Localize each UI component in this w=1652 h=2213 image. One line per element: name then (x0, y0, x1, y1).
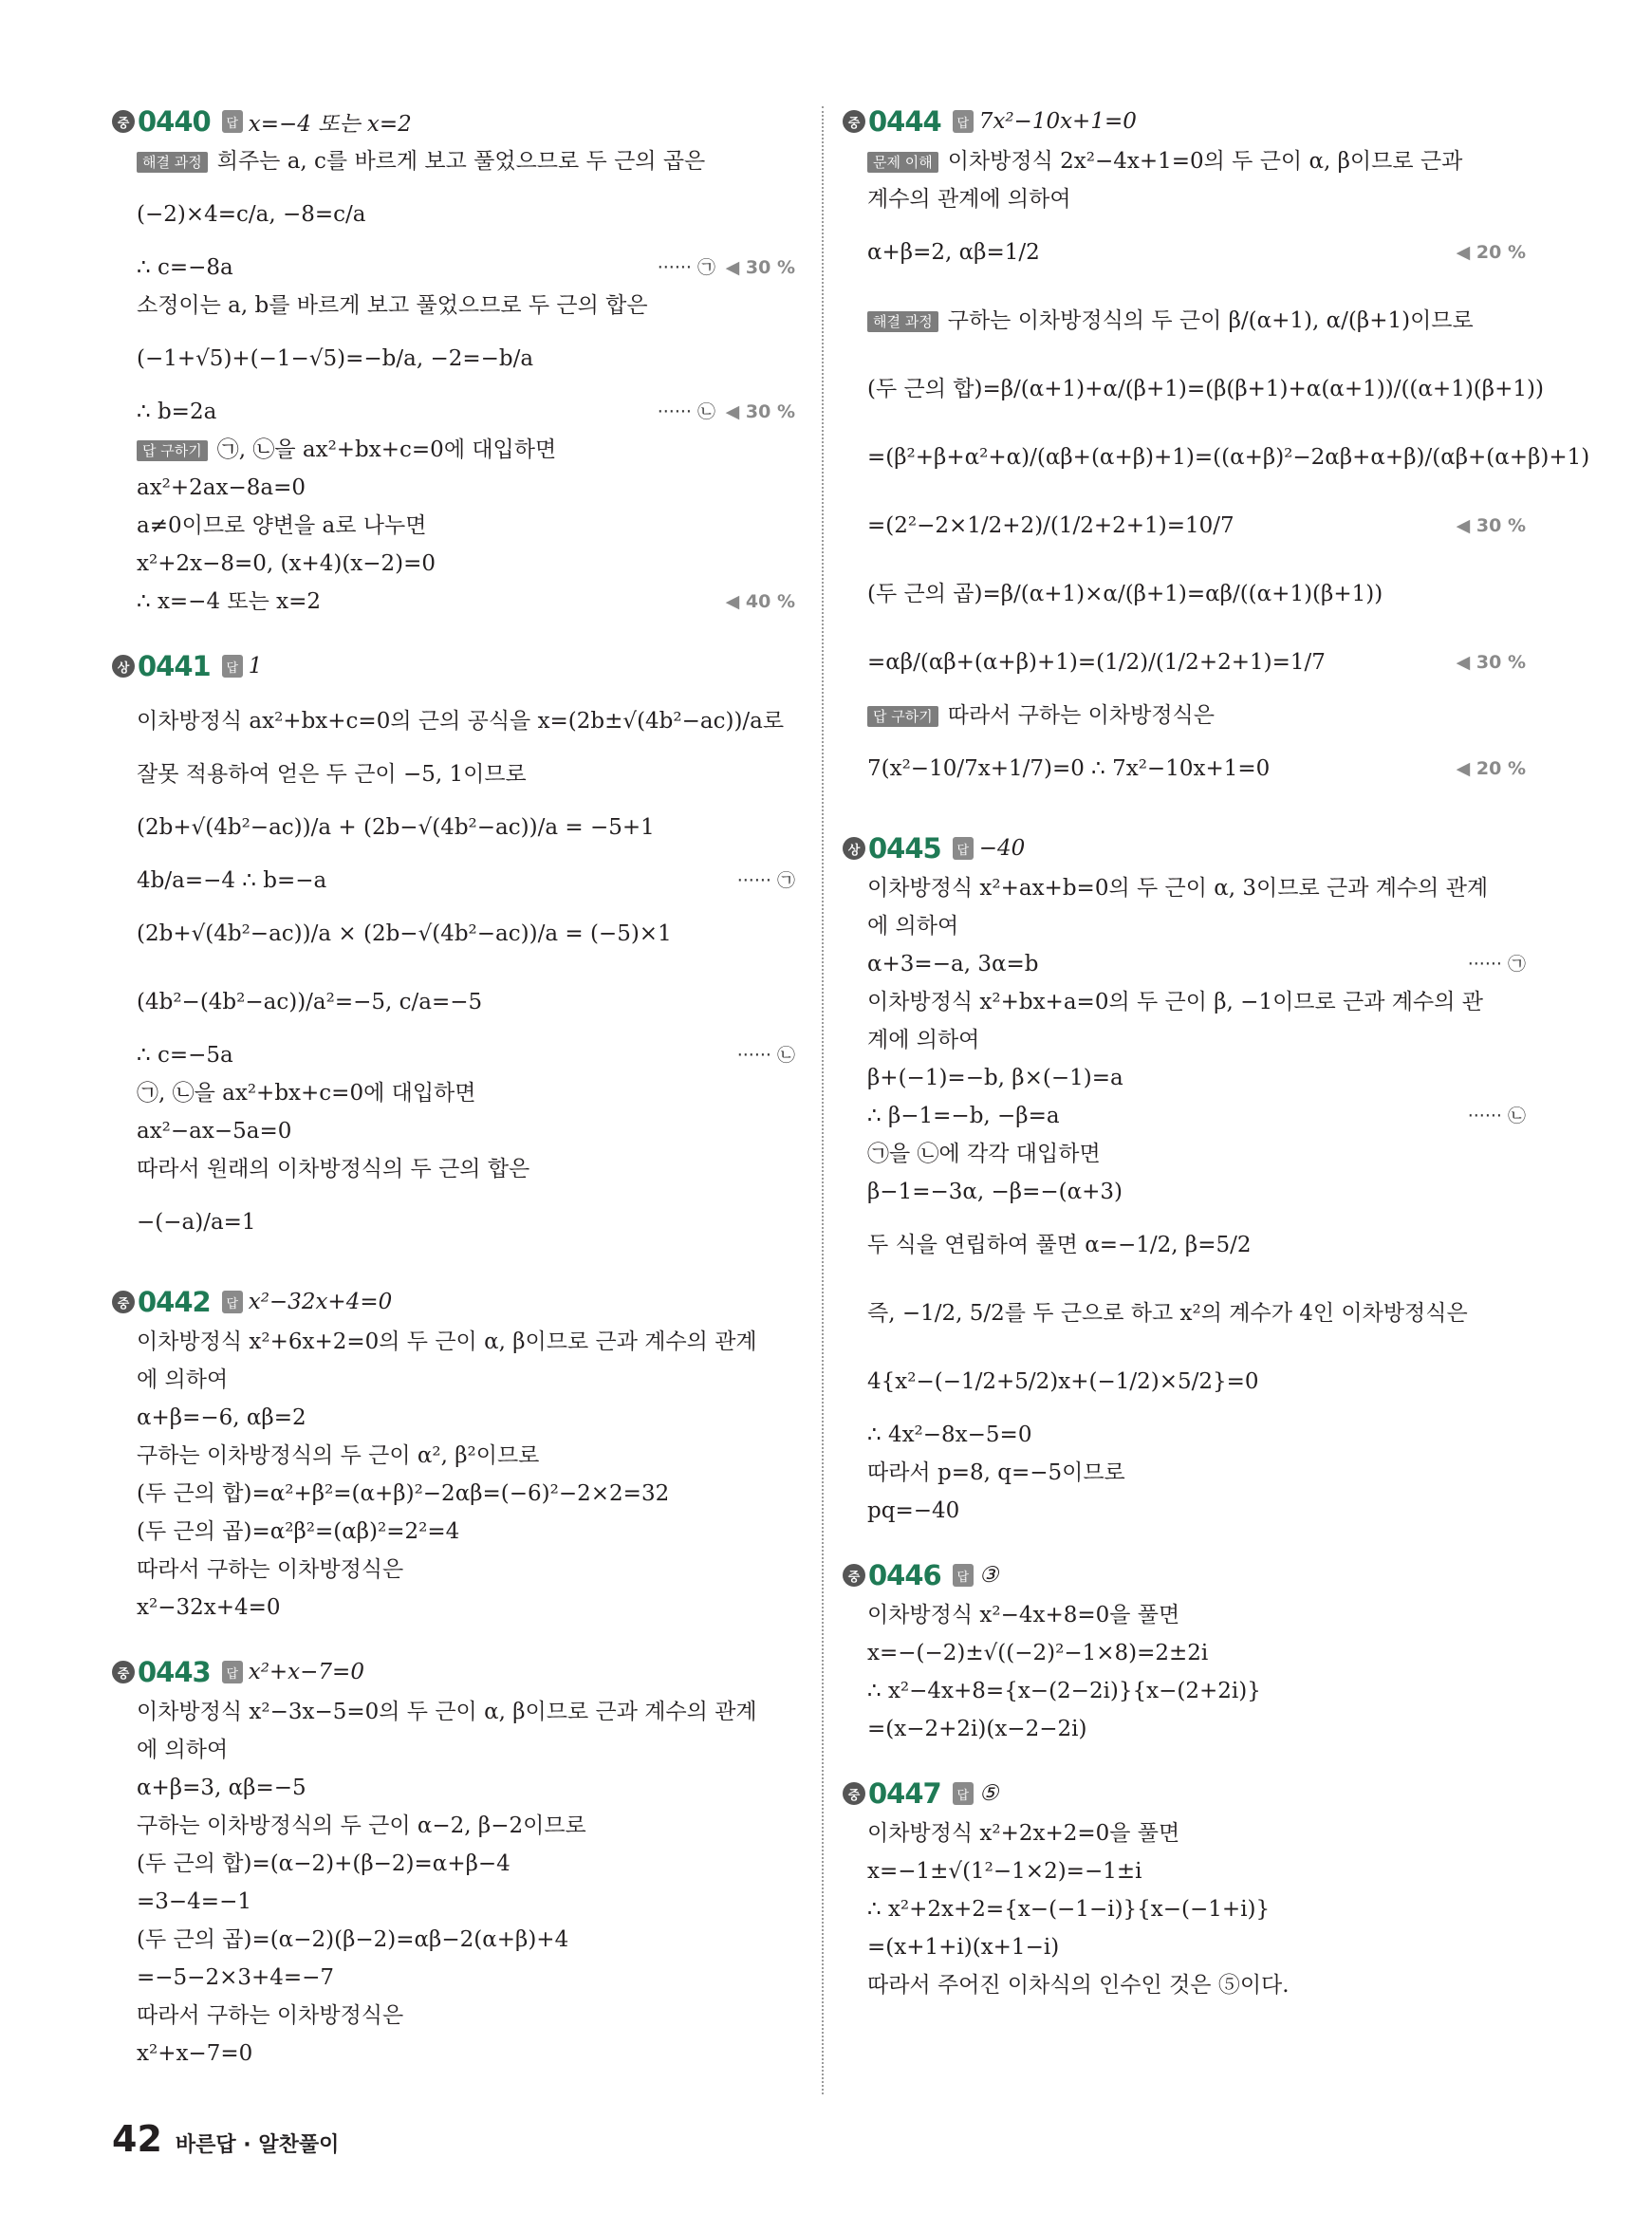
solution-text: 이차방정식 x²+bx+a=0의 두 근이 β, −1이므로 근과 계수의 관 (867, 990, 1483, 1014)
solution-text: α+3=−a, 3α=b (867, 952, 1039, 976)
solution-text-wrap (137, 1323, 795, 1361)
solution-text: 따라서 구하는 이차방정식은 (137, 1557, 404, 1582)
solution-line (112, 1807, 795, 1845)
solution-text: ax²−ax−5a=0 (137, 1119, 292, 1144)
solution-text-wrap (137, 1112, 795, 1150)
solution-text: 따라서 구하는 이차방정식은 (947, 703, 1215, 728)
solution-line (843, 1672, 1526, 1710)
problem-number: 0444 (868, 105, 941, 138)
solution-line (843, 1211, 1526, 1279)
difficulty-badge: 중 (112, 110, 135, 133)
solution-text: pq=−40 (867, 1498, 960, 1523)
solution-line (843, 1097, 1526, 1135)
problem-number: 0440 (138, 105, 211, 138)
solution-text-wrap (137, 755, 795, 793)
solution-line (843, 1634, 1526, 1672)
solution-text: 따라서 원래의 이차방정식의 두 근의 합은 (137, 1157, 530, 1181)
problem-number: 0443 (138, 1656, 211, 1688)
solution-line (112, 1693, 795, 1731)
equation-marker: ······ ㉡ (657, 401, 715, 422)
solution-text-wrap (137, 431, 795, 469)
problem-block (112, 647, 795, 1256)
solution-text: (−2)×4=c/a, −8=c/a (137, 202, 366, 227)
solution-text-wrap (137, 1399, 795, 1437)
solution-text: (두 근의 합)=β/(α+1)+α/(β+1)=(β(β+1)+α(α+1))/((α+1)(β+1)) (867, 377, 1544, 401)
problem-block (843, 1556, 1526, 1748)
score-ratio: ◀ 20 % (1456, 242, 1526, 263)
solution-line (112, 1845, 795, 1883)
solution-line (843, 1059, 1526, 1097)
problem-number: 0445 (868, 832, 941, 865)
solution-line (843, 1416, 1526, 1454)
solution-line (843, 1492, 1526, 1530)
solution-text-wrap (137, 142, 795, 180)
solution-text-wrap (137, 1731, 795, 1769)
solution-text: 구하는 이차방정식의 두 근이 α−2, β−2이므로 (137, 1813, 586, 1838)
solution-text-wrap (137, 469, 795, 507)
solution-text-wrap (137, 1437, 795, 1475)
solution-text: ㉠을 ㉡에 각각 대입하면 (867, 1142, 1101, 1166)
solution-text-wrap (867, 1492, 1526, 1530)
solution-text-wrap (867, 1059, 1526, 1097)
answer-icon: 답 (222, 1291, 243, 1313)
page-number: 42 (112, 2118, 162, 2160)
solution-line (112, 507, 795, 545)
solution-text-wrap (867, 697, 1526, 735)
problem-block (843, 102, 1590, 803)
book-title: 바른답 · 알찬풀이 (175, 2133, 340, 2157)
solution-text: =−5−2×3+4=−7 (137, 1965, 335, 1990)
solution-line (112, 1399, 795, 1437)
solution-line (112, 1112, 795, 1150)
equation-marker: ······ ㉡ (1467, 1106, 1526, 1126)
solution-text-wrap (867, 302, 1526, 340)
solution-text-wrap (867, 1097, 1458, 1135)
solution-text: ㉠, ㉡을 ax²+bx+c=0에 대입하면 (216, 437, 557, 462)
solution-text-wrap (137, 507, 795, 545)
solution-text: (두 근의 곱)=β/(α+1)×α/(β+1)=αβ/((α+1)(β+1)) (867, 582, 1383, 606)
solution-line (112, 1150, 795, 1188)
solution-line (843, 1710, 1526, 1748)
equation-marker: ······ ㉡ (736, 1045, 795, 1066)
solution-text-wrap (137, 1513, 795, 1551)
solution-text: 희주는 a, c를 바르게 보고 풀었으므로 두 근의 곱은 (216, 149, 706, 174)
solution-line (843, 218, 1526, 287)
problem-number: 0447 (868, 1777, 941, 1810)
problem-header (112, 1653, 795, 1691)
solution-line (112, 1883, 795, 1921)
problem-header (843, 1556, 1526, 1594)
step-tag: 해결 과정 (867, 311, 938, 332)
solution-line (843, 697, 1526, 735)
solution-line (843, 1596, 1526, 1634)
difficulty-badge: 상 (843, 837, 865, 860)
solution-text-wrap (867, 142, 1526, 180)
difficulty-badge: 중 (843, 1782, 865, 1805)
solution-text: =(x+1+i)(x+1−i) (867, 1935, 1060, 1960)
solution-line (843, 287, 1526, 355)
solution-line (112, 1921, 795, 1959)
score-ratio: ◀ 30 % (725, 257, 795, 278)
difficulty-badge: 중 (112, 1291, 135, 1313)
solution-text: (두 근의 곱)=(α−2)(β−2)=αβ−2(α+β)+4 (137, 1927, 569, 1952)
problem-number: 0442 (138, 1286, 211, 1318)
equation-marker: ······ ㉠ (736, 870, 795, 891)
solution-text: x²+x−7=0 (137, 2041, 253, 2066)
solution-text-wrap (867, 1672, 1526, 1710)
solution-line (843, 983, 1526, 1021)
solution-text: α+β=−6, αβ=2 (137, 1405, 306, 1430)
solution-text: x=−(−2)±√((−2)²−1×8)=2±2i (867, 1641, 1209, 1665)
solution-text: 4{x²−(−1/2+5/2)x+(−1/2)×5/2}=0 (867, 1369, 1259, 1394)
solution-text: α+β=2, αβ=1/2 (867, 240, 1040, 265)
solution-text-wrap (867, 1294, 1526, 1332)
solution-text-wrap (137, 983, 795, 1021)
solution-line (112, 1589, 795, 1627)
solution-text: (−1+√5)+(−1−√5)=−b/a, −2=−b/a (137, 346, 534, 371)
solution-text-wrap (137, 1769, 795, 1807)
solution-line (843, 1852, 1526, 1890)
solution-text: (2b+√(4b²−ac))/a × (2b−√(4b²−ac))/a = (−5)×1 (137, 921, 672, 946)
solution-text-wrap (137, 1203, 795, 1241)
problem-block (843, 1775, 1526, 2004)
solution-text: =αβ/(αβ+(α+β)+1)=(1/2)/(1/2+2+1)=1/7 (867, 650, 1326, 675)
solution-line (112, 1551, 795, 1589)
solution-line (112, 1475, 795, 1513)
solution-line (112, 1036, 795, 1074)
solution-text-wrap (867, 1966, 1526, 2004)
solution-text-wrap (137, 1589, 795, 1627)
solution-text: 에 의하여 (137, 1738, 229, 1762)
solution-text-wrap (137, 862, 728, 900)
solution-line (843, 628, 1526, 697)
solution-line (112, 793, 795, 862)
score-ratio: ◀ 20 % (1456, 758, 1526, 779)
solution-text: −(−a)/a=1 (137, 1210, 256, 1235)
solution-text-wrap (867, 1852, 1526, 1890)
problem-number: 0446 (868, 1559, 941, 1591)
answer-icon: 답 (953, 1564, 974, 1587)
score-ratio: ◀ 40 % (725, 591, 795, 612)
score-ratio: ◀ 30 % (1456, 652, 1526, 673)
solution-text: 즉, −1/2, 5/2를 두 근으로 하고 x²의 계수가 4인 이차방정식은 (867, 1301, 1468, 1326)
solution-line (112, 431, 795, 469)
solution-text: 소정이는 a, b를 바르게 보고 풀었으므로 두 근의 합은 (137, 293, 648, 318)
solution-text-wrap (137, 1036, 728, 1074)
solution-text-wrap (137, 249, 648, 287)
problem-header (843, 1775, 1526, 1813)
solution-text: 이차방정식 x²+ax+b=0의 두 근이 α, 3이므로 근과 계수의 관계 (867, 876, 1489, 901)
solution-line (843, 560, 1526, 628)
solution-text-wrap (867, 1173, 1526, 1211)
solution-text: (2b+√(4b²−ac))/a + (2b−√(4b²−ac))/a = −5+1 (137, 815, 655, 840)
step-tag: 답 구하기 (867, 706, 938, 727)
solution-text: x²−32x+4=0 (137, 1595, 281, 1620)
solution-text-wrap (137, 702, 795, 740)
solution-text: =(2²−2×1/2+2)/(1/2+2+1)=10/7 (867, 513, 1234, 538)
solution-text: (두 근의 합)=α²+β²=(α+β)²−2αβ=(−6)²−2×2=32 (137, 1481, 670, 1506)
step-tag: 문제 이해 (867, 152, 938, 173)
solution-text: 이차방정식 ax²+bx+c=0의 근의 공식을 x=(2b±√(4b²−ac))/a로 (137, 709, 785, 734)
solution-text-wrap (137, 1883, 795, 1921)
solution-line (112, 968, 795, 1036)
problem-block (112, 1653, 795, 2073)
solution-line (843, 1814, 1526, 1852)
solution-line (112, 862, 795, 900)
solution-text: ∴ c=−8a (137, 255, 233, 280)
solution-text-wrap (867, 233, 1446, 271)
solution-line (112, 325, 795, 393)
solution-text: 계수의 관계에 의하여 (867, 187, 1071, 212)
solution-text-wrap (867, 1363, 1526, 1401)
problem-header (112, 647, 795, 685)
solution-text-wrap (867, 1634, 1526, 1672)
problem-header (843, 102, 1526, 140)
difficulty-badge: 중 (843, 1564, 865, 1587)
answer-value: 1 (248, 654, 263, 679)
solution-text: β+(−1)=−b, β×(−1)=a (867, 1066, 1123, 1090)
column-divider (822, 106, 824, 2094)
solution-line (112, 545, 795, 583)
answer-icon: 답 (222, 655, 243, 678)
solution-text-wrap (867, 438, 1589, 476)
solution-line (843, 423, 1590, 492)
solution-text-wrap (867, 180, 1526, 218)
solution-text: ∴ x²−4x+8={x−(2−2i)}{x−(2+2i)} (867, 1679, 1261, 1703)
solution-text-wrap (137, 1074, 795, 1112)
answer-value: x=−4 또는 x=2 (248, 111, 412, 137)
solution-line (843, 1279, 1526, 1348)
answer-icon: 답 (953, 110, 974, 133)
problem-block (112, 102, 795, 621)
solution-text: 계에 의하여 (867, 1028, 980, 1052)
solution-text-wrap (867, 507, 1446, 545)
solution-line (843, 1928, 1526, 1966)
solution-text: 에 의하여 (867, 914, 959, 939)
solution-text: ∴ x=−4 또는 x=2 (137, 589, 322, 614)
solution-text: 4b/a=−4 ∴ b=−a (137, 868, 327, 893)
solution-line (112, 249, 795, 287)
solution-line (112, 1769, 795, 1807)
solution-line (843, 735, 1526, 803)
solution-line (843, 1173, 1526, 1211)
solution-line (112, 1074, 795, 1112)
solution-text-wrap (867, 1135, 1526, 1173)
solution-line (843, 907, 1526, 945)
solution-line (112, 755, 795, 793)
solution-text: (두 근의 합)=(α−2)+(β−2)=α+β−4 (137, 1851, 510, 1876)
answer-icon: 답 (222, 110, 243, 133)
solution-line (112, 900, 795, 968)
solution-text-wrap (867, 1596, 1526, 1634)
solution-text-wrap (867, 575, 1526, 613)
solution-text: ∴ c=−5a (137, 1043, 233, 1068)
solution-line (843, 945, 1526, 983)
solution-line (112, 1188, 795, 1256)
solution-line (843, 1135, 1526, 1173)
solution-text-wrap (137, 1997, 795, 2035)
solution-text-wrap (137, 1475, 795, 1513)
solution-text-wrap (867, 1928, 1526, 1966)
solution-text: =(β²+β+α²+α)/(αβ+(α+β)+1)=((α+β)²−2αβ+α+β)/(αβ+(α+β)+1) (867, 445, 1590, 470)
difficulty-badge: 중 (843, 110, 865, 133)
difficulty-badge: 상 (112, 655, 135, 678)
solution-text-wrap (137, 809, 795, 846)
solution-text-wrap (137, 545, 795, 583)
solution-text-wrap (137, 1693, 795, 1731)
solution-line (843, 180, 1526, 218)
solution-text-wrap (137, 1921, 795, 1959)
solution-text-wrap (137, 1150, 795, 1188)
solution-text: (두 근의 곱)=α²β²=(αβ)²=2²=4 (137, 1519, 460, 1544)
solution-line (112, 1361, 795, 1399)
solution-text: 에 의하여 (137, 1367, 229, 1392)
answer-value: ③ (978, 1563, 999, 1588)
equation-marker: ······ ㉠ (657, 257, 715, 278)
solution-text: 이차방정식 x²+2x+2=0을 풀면 (867, 1821, 1180, 1846)
right-column (843, 102, 1590, 2031)
solution-line (112, 180, 795, 249)
solution-line (843, 1966, 1526, 2004)
solution-text-wrap (867, 1710, 1526, 1748)
solution-text: 이차방정식 x²+6x+2=0의 두 근이 α, β이므로 근과 계수의 관계 (137, 1330, 757, 1354)
solution-text: 이차방정식 x²−3x−5=0의 두 근이 α, β이므로 근과 계수의 관계 (137, 1700, 757, 1724)
solution-text-wrap (867, 1226, 1526, 1264)
solution-text-wrap (867, 643, 1446, 681)
problem-number: 0441 (138, 650, 211, 682)
solution-text: 따라서 p=8, q=−5이므로 (867, 1460, 1125, 1485)
solution-text-wrap (137, 1845, 795, 1883)
solution-text-wrap (137, 583, 715, 621)
solution-line (843, 492, 1526, 560)
solution-text: ∴ β−1=−b, −β=a (867, 1104, 1060, 1128)
solution-line (112, 393, 795, 431)
solution-text: 구하는 이차방정식의 두 근이 β/(α+1), α/(β+1)이므로 (947, 308, 1474, 333)
solution-text-wrap (137, 1959, 795, 1997)
answer-icon: 답 (953, 1782, 974, 1805)
solution-text: 따라서 구하는 이차방정식은 (137, 2003, 404, 2028)
solution-line (112, 1731, 795, 1769)
solution-line (843, 1890, 1526, 1928)
solution-line (112, 2035, 795, 2073)
solution-text: α+β=3, αβ=−5 (137, 1776, 306, 1800)
solution-text: =(x−2+2i)(x−2−2i) (867, 1717, 1087, 1741)
solution-text-wrap (137, 1807, 795, 1845)
solution-text-wrap (137, 287, 795, 325)
solution-line (843, 355, 1544, 423)
solution-text-wrap (137, 393, 648, 431)
solution-line (843, 1021, 1526, 1059)
solution-text: ∴ 4x²−8x−5=0 (867, 1423, 1032, 1447)
answer-value: x²+x−7=0 (248, 1660, 364, 1684)
solution-line (843, 1348, 1526, 1416)
solution-line (112, 142, 795, 180)
problem-block (843, 829, 1526, 1530)
solution-text-wrap (867, 1454, 1526, 1492)
solution-text-wrap (867, 869, 1526, 907)
solution-text: 이차방정식 x²−4x+8=0을 풀면 (867, 1603, 1180, 1627)
problem-header (112, 102, 795, 140)
solution-text-wrap (867, 1021, 1526, 1059)
solution-text: ∴ b=2a (137, 400, 217, 424)
solution-text: 두 식을 연립하여 풀면 α=−1/2, β=5/2 (867, 1233, 1252, 1257)
solution-text: =3−4=−1 (137, 1889, 251, 1914)
solution-text-wrap (867, 945, 1458, 983)
solution-line (112, 583, 795, 621)
equation-marker: ······ ㉠ (1467, 954, 1526, 975)
solution-text: x²+2x−8=0, (x+4)(x−2)=0 (137, 551, 436, 576)
solution-line (112, 1437, 795, 1475)
solution-line (112, 469, 795, 507)
solution-line (843, 869, 1526, 907)
solution-text-wrap (867, 750, 1446, 788)
solution-line (112, 1997, 795, 2035)
solution-text: 따라서 주어진 이차식의 인수인 것은 ⑤이다. (867, 1973, 1290, 1998)
answer-value: ⑤ (978, 1781, 999, 1806)
problem-header (112, 1283, 795, 1321)
solution-text-wrap (867, 1416, 1526, 1454)
solution-text-wrap (137, 1361, 795, 1399)
problem-block (112, 1283, 795, 1627)
problem-header (843, 829, 1526, 867)
solution-line (112, 1323, 795, 1361)
solution-text: ㉠, ㉡을 ax²+bx+c=0에 대입하면 (137, 1081, 476, 1106)
score-ratio: ◀ 30 % (725, 401, 795, 422)
solution-text-wrap (137, 1551, 795, 1589)
solution-text-wrap (867, 907, 1526, 945)
solution-line (843, 1454, 1526, 1492)
step-tag: 해결 과정 (137, 152, 208, 173)
solution-line (112, 287, 795, 325)
solution-text: 잘못 적용하여 얻은 두 근이 −5, 1이므로 (137, 762, 527, 787)
solution-text: 7(x²−10/7x+1/7)=0 ∴ 7x²−10x+1=0 (867, 756, 1271, 781)
solution-text: ∴ x²+2x+2={x−(−1−i)}{x−(−1+i)} (867, 1897, 1271, 1922)
answer-icon: 답 (222, 1661, 243, 1683)
solution-text-wrap (867, 1890, 1526, 1928)
solution-text: ax²+2ax−8a=0 (137, 475, 306, 500)
solution-text: a≠0이므로 양변을 a로 나누면 (137, 513, 427, 538)
solution-text: β−1=−3α, −β=−(α+3) (867, 1180, 1123, 1204)
answer-value: 7x²−10x+1=0 (978, 109, 1137, 134)
solution-text-wrap (137, 340, 795, 378)
left-column (112, 102, 795, 2099)
solution-text-wrap (137, 915, 795, 953)
solution-text-wrap (867, 370, 1544, 408)
solution-text-wrap (867, 1814, 1526, 1852)
solution-text-wrap (137, 195, 795, 233)
step-tag: 답 구하기 (137, 440, 208, 461)
answer-value: x²−32x+4=0 (248, 1290, 393, 1314)
solution-text: (4b²−(4b²−ac))/a²=−5, c/a=−5 (137, 990, 483, 1014)
solution-text: 이차방정식 2x²−4x+1=0의 두 근이 α, β이므로 근과 (947, 149, 1463, 174)
answer-value: −40 (978, 836, 1026, 861)
solution-text-wrap (867, 983, 1526, 1021)
difficulty-badge: 중 (112, 1661, 135, 1683)
solution-text-wrap (137, 2035, 795, 2073)
solution-line (112, 687, 795, 755)
answer-icon: 답 (953, 837, 974, 860)
solution-text: 구하는 이차방정식의 두 근이 α², β²이므로 (137, 1443, 540, 1468)
solution-line (843, 142, 1526, 180)
solution-line (112, 1959, 795, 1997)
page-footer (112, 2118, 339, 2160)
solution-line (112, 1513, 795, 1551)
score-ratio: ◀ 30 % (1456, 515, 1526, 536)
solution-text: x=−1±√(1²−1×2)=−1±i (867, 1859, 1142, 1884)
